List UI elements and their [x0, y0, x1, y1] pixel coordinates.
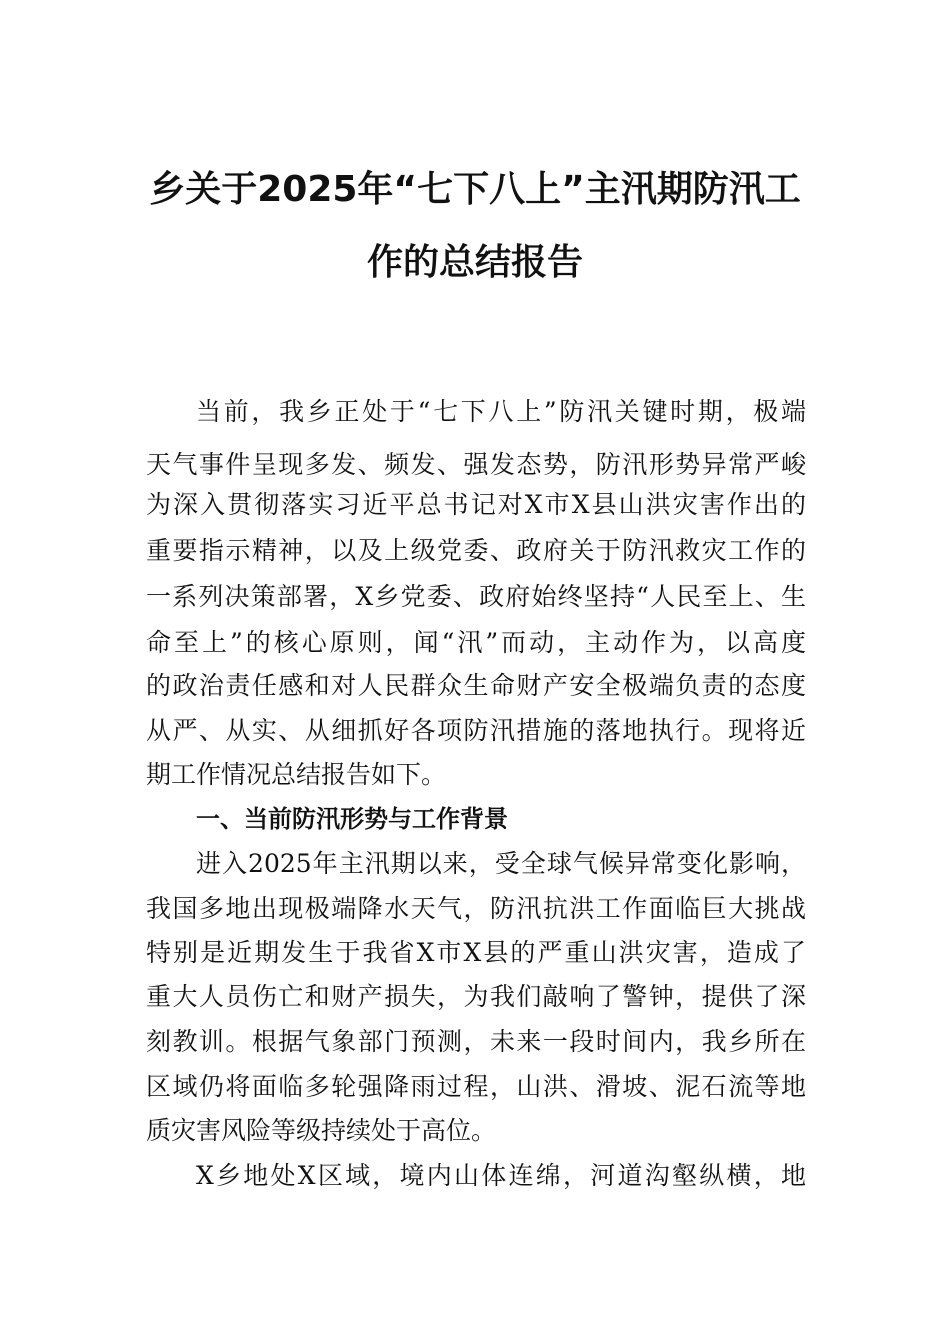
paragraph-2-line-2: 我国多地出现极端降水天气，防汛抗洪工作面临巨大挑战 — [146, 894, 806, 923]
document-title-line-2: 作的总结报告 — [366, 242, 583, 283]
paragraph-1-line-8: 从严、从实、从细抓好各项防汛措施的落地执行。现将近 — [146, 716, 806, 745]
paragraph-3-line-1: X乡地处X区域，境内山体连绵，河道沟壑纵横，地 — [196, 1161, 806, 1190]
section-heading-1: 一、当前防汛形势与工作背景 — [196, 805, 508, 833]
paragraph-1-line-3: 为深入贯彻落实习近平总书记对X市X县山洪灾害作出的 — [146, 490, 806, 519]
paragraph-1-line-7: 的政治责任感和对人民群众生命财产安全极端负责的态度 — [146, 671, 806, 700]
paragraph-1-line-5: 一系列决策部署，X乡党委、政府始终坚持“人民至上、生 — [146, 582, 806, 611]
paragraph-2-line-1: 进入2025年主汛期以来，受全球气候异常变化影响， — [196, 849, 806, 878]
paragraph-2-line-5: 刻教训。根据气象部门预测，未来一段时间内，我乡所在 — [146, 1027, 806, 1056]
paragraph-2-line-6: 区域仍将面临多轮强降雨过程，山洪、滑坡、泥石流等地 — [146, 1072, 806, 1101]
paragraph-1-line-4: 重要指示精神，以及上级党委、政府关于防汛救灾工作的 — [146, 536, 806, 565]
paragraph-1-line-2: 天气事件呈现多发、频发、强发态势，防汛形势异常严峻 — [146, 450, 806, 479]
paragraph-1-line-9: 期工作情况总结报告如下。 — [146, 760, 447, 789]
paragraph-1-line-1: 当前，我乡正处于“七下八上”防汛关键时期，极端 — [196, 397, 806, 426]
paragraph-2-line-3: 特别是近期发生于我省X市X县的严重山洪灾害，造成了 — [146, 938, 806, 967]
paragraph-1-line-6: 命至上”的核心原则，闻“汛”而动，主动作为，以高度 — [146, 628, 806, 657]
paragraph-2-line-7: 质灾害风险等级持续处于高位。 — [146, 1116, 497, 1145]
document-title-line-1: 乡关于2025年“七下八上”主汛期防汛工 — [149, 169, 801, 210]
paragraph-2-line-4: 重大人员伤亡和财产损失，为我们敲响了警钟，提供了深 — [146, 982, 806, 1011]
